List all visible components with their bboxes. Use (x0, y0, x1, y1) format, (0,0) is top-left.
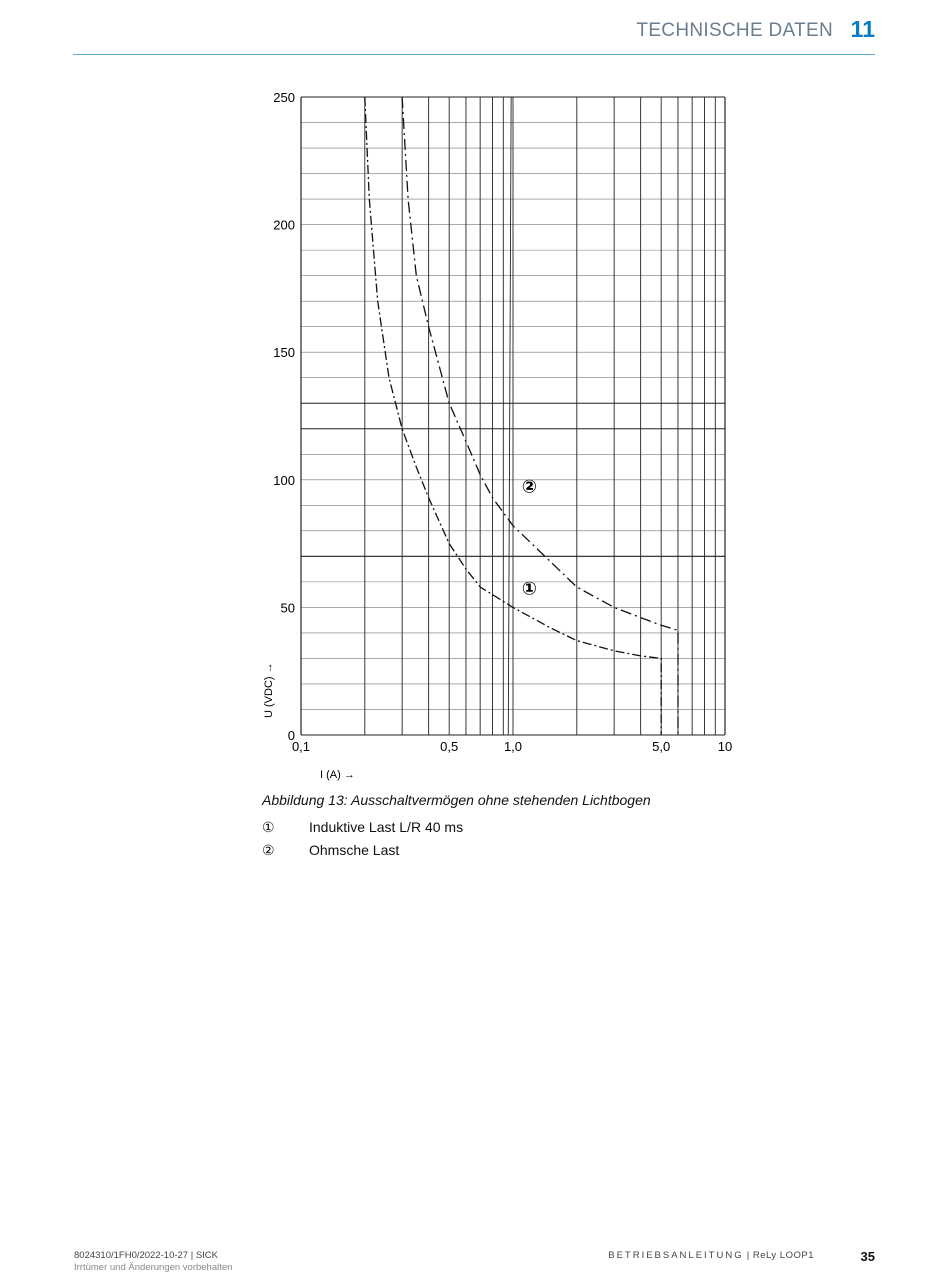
page-number: 35 (860, 1249, 875, 1264)
legend-marker: ② (262, 842, 275, 858)
x-tick-label: 1,0 (503, 739, 523, 754)
legend-marker: ① (262, 819, 275, 835)
reference-line (508, 97, 511, 735)
y-tick-label: 250 (273, 90, 295, 105)
grid (301, 97, 725, 735)
page-header (73, 16, 875, 55)
legend-item-inductive (262, 819, 463, 836)
x-axis-label: I (A) → (320, 769, 355, 781)
chapter-number: 11 (850, 16, 875, 42)
y-tick-label: 150 (273, 345, 295, 361)
footer-right (608, 1250, 814, 1261)
series-group (365, 97, 678, 735)
document-id: 8024310/1FH0/2022-10-27 | SICK (74, 1250, 219, 1261)
x-tick-label: 0,5 (440, 739, 459, 754)
axis-labels (263, 90, 732, 781)
y-axis-label: U (VDC) → (263, 662, 275, 718)
product-name: | ReLy LOOP1 (746, 1250, 814, 1261)
y-tick-label: 50 (280, 600, 295, 616)
x-tick-label: 0,1 (291, 739, 311, 754)
figure-caption: Abbildung 13: Ausschaltvermögen ohne stehenden Lichtbogen (262, 792, 651, 808)
legend-item-resistive (262, 842, 399, 859)
series-marker-1: ① (521, 578, 538, 600)
legend-text: Ohmsche Last (309, 842, 400, 858)
series-marker-2: ② (521, 476, 538, 498)
section-title: TECHNISCHE DATEN (636, 20, 833, 41)
x-tick-label: 10 (717, 739, 733, 754)
y-tick-label: 200 (273, 217, 295, 233)
x-tick-label: 5,0 (652, 739, 671, 754)
legend-text: Induktive Last L/R 40 ms (309, 819, 464, 835)
y-tick-label: 0 (287, 728, 295, 743)
y-tick-label: 100 (273, 472, 295, 488)
document-type: BETRIEBSANLEITUNG (608, 1250, 744, 1261)
footer-left (74, 1250, 232, 1274)
breaking-capacity-chart (250, 80, 750, 790)
series-line-2 (402, 97, 678, 735)
disclaimer: Irrtümer und Änderungen vorbehalten (74, 1262, 233, 1273)
